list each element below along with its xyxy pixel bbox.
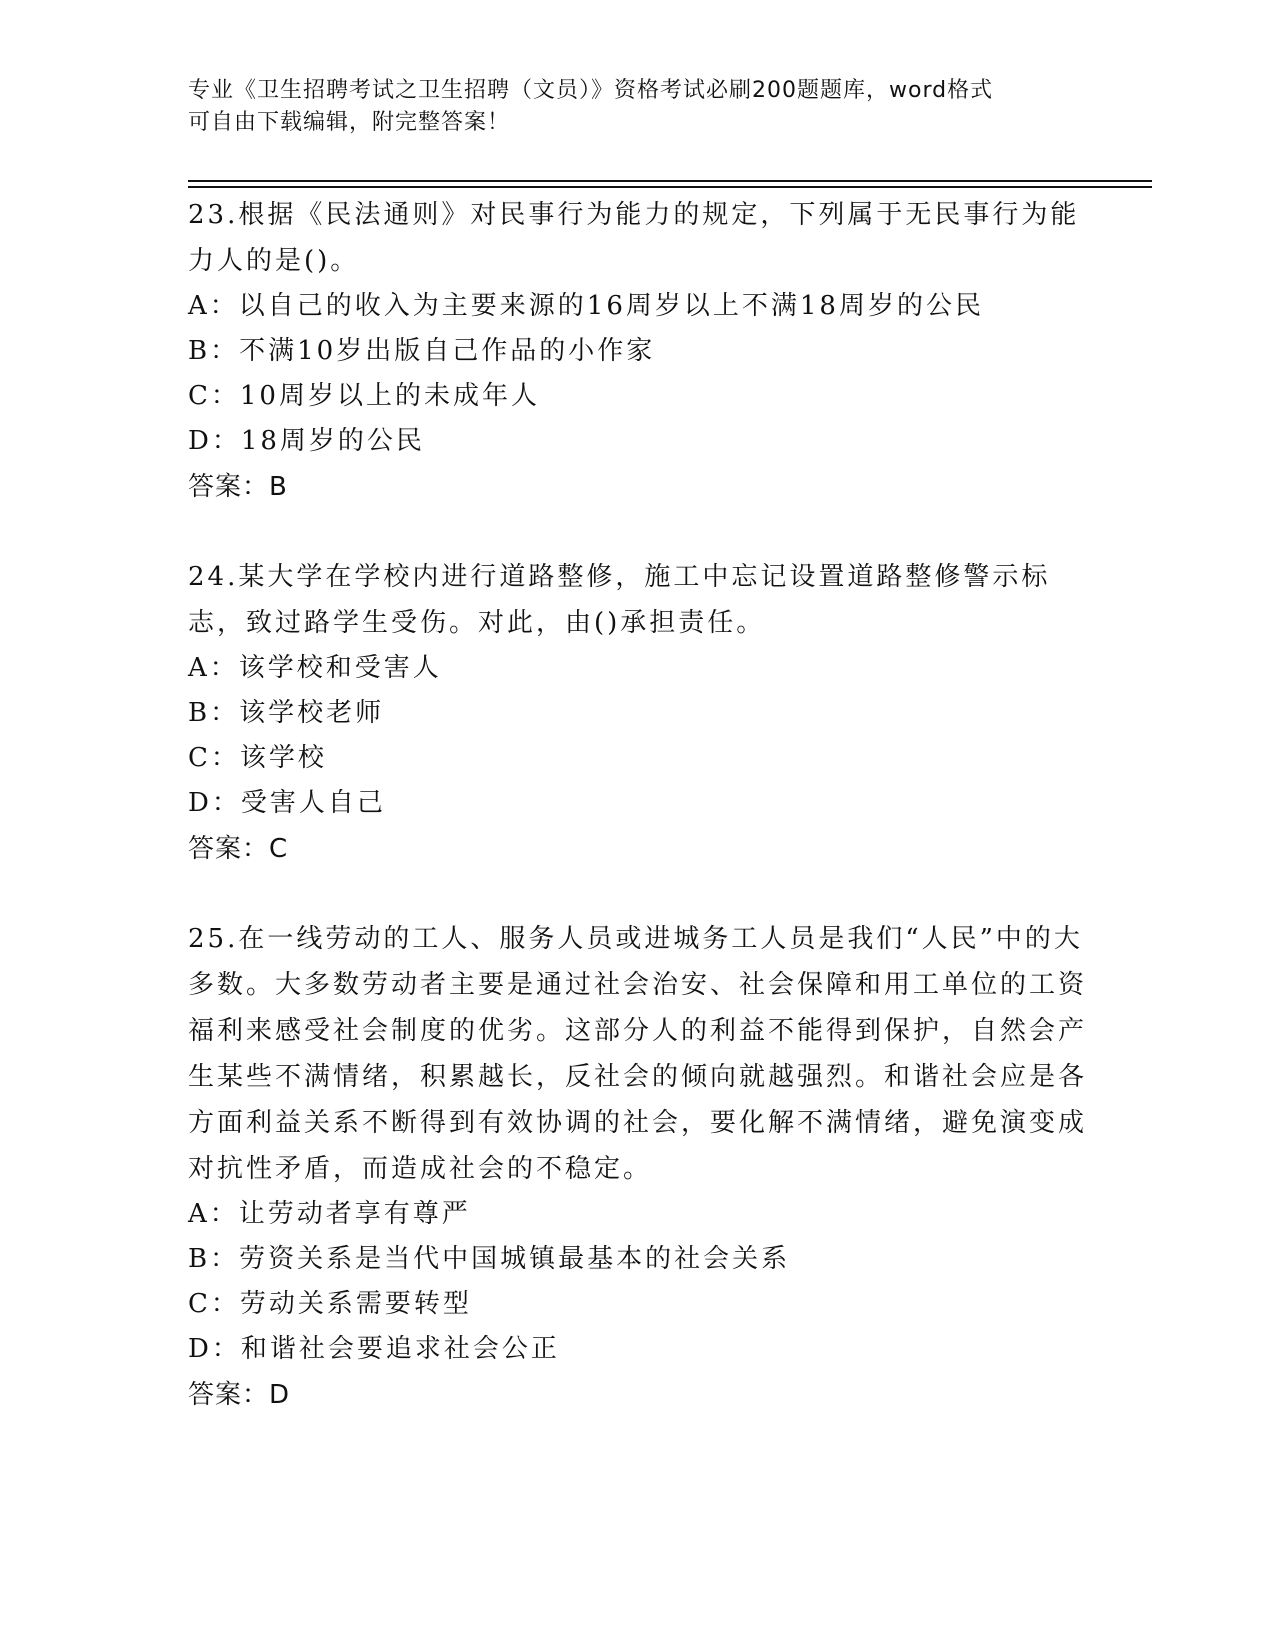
question-stem: 24.某大学在学校内进行道路整修，施工中忘记设置道路整修警示标志，致过路学生受伤。对此，由()承担责任。 <box>188 562 1051 638</box>
option-d: D：18周岁的公民 <box>188 426 425 456</box>
header-line-1: 专业《卫生招聘考试之卫生招聘（文员）》资格考试必刷200题题库，word格式 <box>188 78 994 103</box>
option-a: A：让劳动者享有尊严 <box>188 1199 471 1229</box>
header-divider-top <box>188 180 1152 182</box>
answer-label: 答案：D <box>188 1380 291 1410</box>
question-24 <box>188 554 1088 872</box>
header-divider-bottom <box>188 186 1152 188</box>
question-list <box>188 192 1088 1462</box>
option-c: C：劳动关系需要转型 <box>188 1289 472 1319</box>
answer-label: 答案：B <box>188 472 288 502</box>
document-header <box>188 75 1068 139</box>
answer-label: 答案：C <box>188 834 289 864</box>
option-a: A：以自己的收入为主要来源的16周岁以上不满18周岁的公民 <box>188 291 984 321</box>
question-25 <box>188 916 1088 1418</box>
header-line-2: 可自由下载编辑，附完整答案！ <box>188 110 511 135</box>
option-c: C：该学校 <box>188 743 327 773</box>
option-b: B：劳资关系是当代中国城镇最基本的社会关系 <box>188 1244 791 1274</box>
question-23 <box>188 192 1088 510</box>
question-stem: 23.根据《民法通则》对民事行为能力的规定，下列属于无民事行为能力人的是()。 <box>188 200 1080 276</box>
option-c: C：10周岁以上的未成年人 <box>188 381 540 411</box>
question-stem: 25.在一线劳动的工人、服务人员或进城务工人员是我们“人民”中的大多数。大多数劳动者主要是通过社会治安、社会保障和用工单位的工资福利来感受社会制度的优劣。这部分人的利益不能得到保护，自然会产生某些不满情绪，积累越长，反社会的倾向就越强烈。和谐社会应是各方面利益关系不断得到有效协调的社会，要化解不满情绪，避免演变成对抗性矛盾，而造成社会的不稳定。 <box>188 924 1088 1184</box>
option-d: D：和谐社会要追求社会公正 <box>188 1334 560 1364</box>
option-b: B：不满10岁出版自己作品的小作家 <box>188 336 656 366</box>
option-d: D：受害人自己 <box>188 788 386 818</box>
option-b: B：该学校老师 <box>188 698 385 728</box>
option-a: A：该学校和受害人 <box>188 653 442 683</box>
